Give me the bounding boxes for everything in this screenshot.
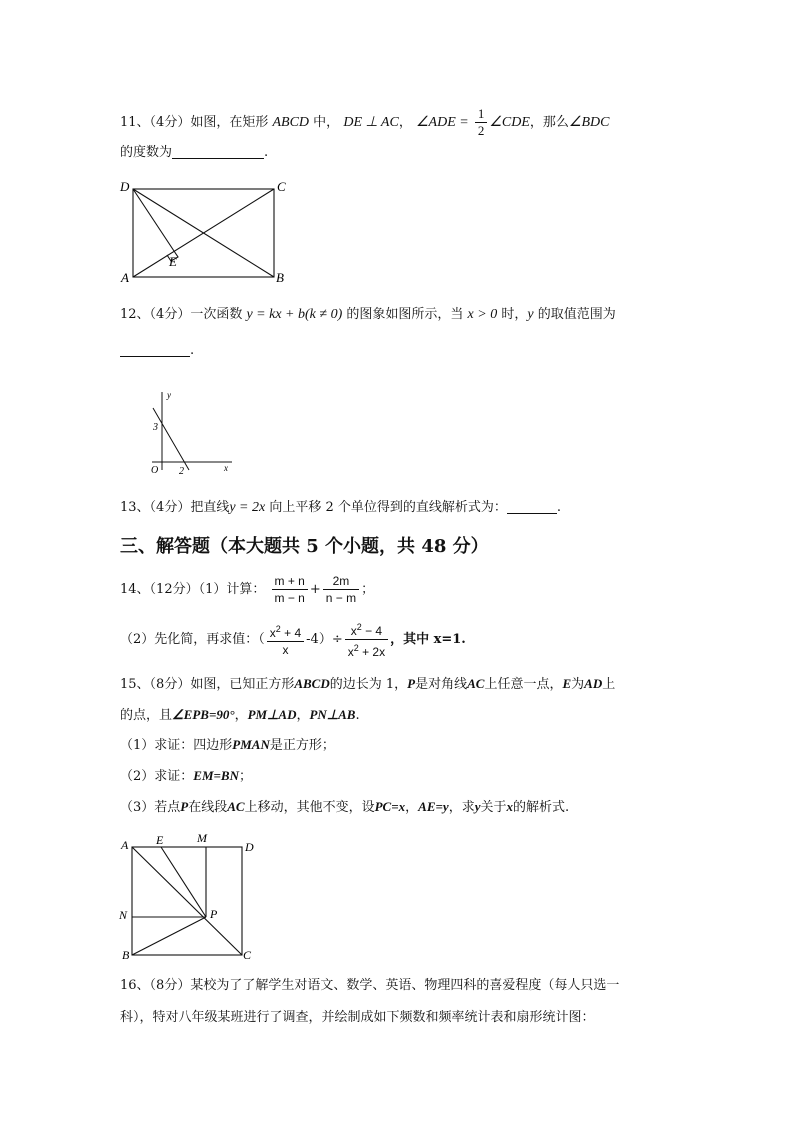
fraction: $\frac{m + n}{m - n}$ <box>272 573 308 606</box>
q11-fraction: $\frac{1}{2}$ <box>475 106 488 139</box>
figure-line-graph <box>142 386 242 478</box>
answer-blank <box>120 342 190 357</box>
diagonal-ac <box>132 847 242 955</box>
svg-text:C: C <box>277 179 286 194</box>
svg-text:2: 2 <box>179 466 184 477</box>
svg-text:A: A <box>121 270 129 285</box>
q15-sub2: （2）求证：EM=BN； <box>120 768 252 784</box>
svg-text:3: 3 <box>153 422 158 433</box>
q12-line2: . <box>120 341 194 361</box>
figure-square <box>115 830 260 960</box>
q13-line: 13、（4分）把直线y = 2x 向上平移 2 个单位得到的直线解析式为： . <box>120 500 562 515</box>
q16-line1: 16、（8分）某校为了了解学生对语文、数学、英语、物理四科的喜爱程度（每人只选一 <box>120 978 620 993</box>
svg-text:N: N <box>119 908 128 922</box>
svg-text:A: A <box>121 838 129 852</box>
answer-blank <box>172 144 264 159</box>
q14-line2: （2）先化简，再求值：（ $\frac{x^2 + 4}{x}$ -4）÷ $\frac{x^2 - 4}{x^2 + 2x}$ ，其中 x=1. <box>120 619 466 657</box>
svg-text:M: M <box>197 831 207 845</box>
segment-pb <box>132 917 206 955</box>
function-line <box>153 408 189 470</box>
q14-line1: 14、（12分）（1）计算： $\frac{m + n}{m - n}$ + $\frac{2m}{n - m}$ ； <box>120 574 375 605</box>
fraction: $\frac{x^2 - 4}{x^2 + 2x}$ <box>345 619 388 660</box>
q11-angle-ade: ∠ADE = <box>415 115 469 130</box>
svg-text:B: B <box>122 948 130 960</box>
svg-text:B: B <box>276 270 284 285</box>
svg-text:y: y <box>167 390 171 400</box>
svg-text:O: O <box>151 465 159 476</box>
q15-sub1: （1）求证：四边形PMAN是正方形； <box>120 737 335 753</box>
fraction: $\frac{2m}{n - m}$ <box>323 573 359 606</box>
svg-text:x: x <box>224 463 228 473</box>
answer-blank <box>507 499 557 514</box>
q16-line2: 科），特对八年级某班进行了调查，并绘制成如下频数和频率统计表和扇形统计图： <box>120 1010 595 1025</box>
fraction: $\frac{x^2 + 4}{x}$ <box>267 621 304 658</box>
figure-rectangle <box>115 176 295 288</box>
q12-line1: 12、（4分）一次函数 y = kx + b(k ≠ 0) 的图象如图所示，当 x > 0 时，y 的取值范围为 <box>120 307 616 322</box>
q15-line1: 15、（8分）如图，已知正方形ABCD的边长为 1，P是对角线AC上任意一点，E为AD上 <box>120 676 616 692</box>
svg-text:C: C <box>243 948 252 960</box>
q15-line2: 的点，且∠EPB=90°，PM⊥AD，PN⊥AB. <box>120 707 360 723</box>
q11-line2: 的度数为 . <box>120 145 269 160</box>
svg-text:E: E <box>156 833 164 847</box>
svg-text:E: E <box>169 254 177 269</box>
q15-sub3: （3）若点P在线段AC上移动，其他不变，设PC=x，AE=y，求y关于x的解析式. <box>120 799 570 815</box>
svg-text:D: D <box>120 179 130 194</box>
section-heading: 三、解答题（本大题共 5 个小题，共 48 分） <box>120 536 489 557</box>
q11-cond1: DE ⊥ AC <box>343 115 399 130</box>
q11-abcd: ABCD <box>272 115 310 130</box>
svg-text:P: P <box>210 907 218 921</box>
svg-text:D: D <box>245 840 254 854</box>
q11-line1: 11、（4分）如图，在矩形 ABCD 中， DE ⊥ AC， ∠ADE = $\frac{1}{2}$ ∠CDE，那么∠BDC <box>120 106 610 138</box>
